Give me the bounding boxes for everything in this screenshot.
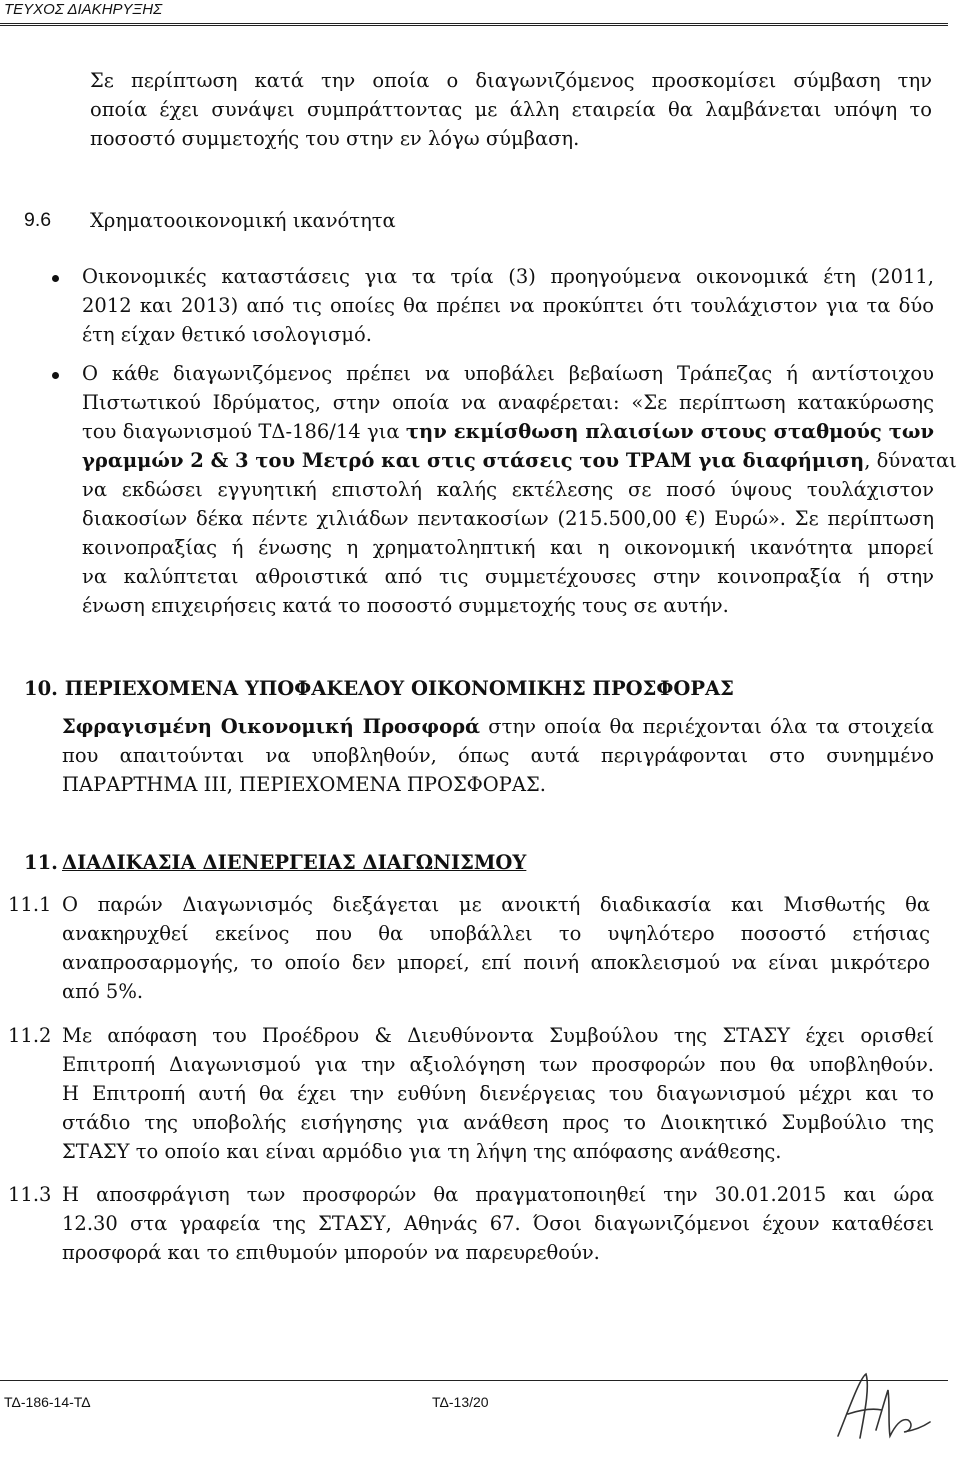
section-title-9-6: Χρηματοοικονομική ικανότητα	[90, 209, 396, 232]
intro-line: ποσοστό συμμετοχής του στην εν λόγω σύμβαση.	[90, 127, 580, 150]
bullet-line: 2012 και 2013) από τις οποίες θα πρέπει να προκύπτει ότι τουλάχιστον για τα δύο	[82, 294, 934, 317]
paragraph-number-11-2: 11.2	[8, 1024, 52, 1047]
bullet-line: να καλύπτεται αθροιστικά από τις συμμετέχουσες στην κοινοπραξία ή στην	[82, 565, 934, 588]
paragraph-line: από 5%.	[62, 980, 144, 1003]
intro-paragraph	[90, 66, 932, 153]
bullet-paragraph-bank-certificate	[82, 359, 957, 620]
bullet-line	[82, 446, 957, 475]
paragraph-11-3	[62, 1180, 934, 1267]
paragraph-line: Ο παρών Διαγωνισμός διεξάγεται με ανοικτή διαδικασία και Μισθωτής θα	[62, 893, 930, 916]
handwritten-signature	[830, 1366, 940, 1446]
section-10-paragraph	[62, 712, 934, 799]
bullet-line: διακοσίων δέκα πέντε χιλιάδων πεντακοσίων (215.500,00 €) Ευρώ». Σε περίπτωση	[82, 507, 934, 530]
bullet-line: έτη είχαν θετικό ισολογισμό.	[82, 323, 372, 346]
paragraph-line: προσφορά και το επιθυμούν μπορούν να παρευρεθούν.	[62, 1241, 600, 1264]
footer-document-code: ΤΔ-186-14-ΤΔ	[4, 1394, 91, 1410]
paragraph-number-11-3: 11.3	[8, 1183, 52, 1206]
section-10-line	[62, 712, 934, 741]
bullet-text-bold: γραμμών 2 & 3 του Μετρό και στις στάσεις του ΤΡΑΜ για διαφήμιση	[82, 449, 865, 472]
bullet-text-bold: την εκμίσθωση πλαισίων στους σταθμούς των	[405, 420, 934, 443]
bullet-line: Πιστωτικού Ιδρύματος, στην οποία να αναφέρεται: «Σε περίπτωση κατακύρωσης	[82, 391, 934, 414]
section-10-text: στην οποία θα περιέχονται όλα τα στοιχεία	[480, 715, 934, 738]
paragraph-line: 12.30 στα γραφεία της ΣΤΑΣΥ, Αθηνάς 67. Όσοι διαγωνιζόμενοι έχουν καταθέσει	[62, 1212, 934, 1235]
section-10-line: που απαιτούνται να υποβληθούν, όπως αυτά περιγράφονται στο συνημμένο	[62, 744, 934, 767]
section-10-line: ΠΑΡΑΡΤΗΜΑ ΙΙΙ, ΠΕΡΙΕΧΟΜΕΝΑ ΠΡΟΣΦΟΡΑΣ.	[62, 773, 546, 796]
paragraph-line: ανακηρυχθεί εκείνος που θα υποβάλλει το υψηλότερο ποσοστό ετήσιας	[62, 922, 930, 945]
paragraph-line: αναπροσαρμογής, το οποίο δεν μπορεί, επί ποινή αποκλεισμού να είναι μικρότερο	[62, 951, 930, 974]
paragraph-line: Η αποσφράγιση των προσφορών θα πραγματοποιηθεί την 30.01.2015 και ώρα	[62, 1183, 934, 1206]
bullet-text: του διαγωνισμού ΤΔ-186/14 για	[82, 420, 406, 443]
bullet-line: κοινοπραξίας ή ένωσης η χρηματοληπτική και η οικονομική ικανότητα μπορεί	[82, 536, 934, 559]
paragraph-11-2	[62, 1021, 934, 1166]
paragraph-line: Η Επιτροπή αυτή θα έχει την ευθύνη διενέργειας του διαγωνισμού μέχρι και το	[62, 1082, 934, 1105]
section-heading-10: 10. ΠΕΡΙΕΧΟΜΕΝΑ ΥΠΟΦΑΚΕΛΟΥ ΟΙΚΟΝΟΜΙΚΗΣ ΠΡΟΣΦΟΡΑΣ	[24, 677, 734, 700]
section-heading-11: ΔΙΑΔΙΚΑΣΙΑ ΔΙΕΝΕΡΓΕΙΑΣ ΔΙΑΓΩΝΙΣΜΟΥ	[62, 851, 527, 874]
paragraph-number-11-1: 11.1	[8, 893, 52, 916]
paragraph-line: Με απόφαση του Προέδρου & Διευθύνοντα Συμβούλου της ΣΤΑΣΥ έχει ορισθεί	[62, 1024, 934, 1047]
intro-line: οποία έχει συνάψει συμπράττοντας με άλλη εταιρεία θα λαμβάνεται υπόψη το	[90, 98, 932, 121]
section-number-9-6: 9.6	[24, 209, 52, 231]
bullet-icon	[52, 372, 59, 379]
header-divider	[0, 23, 948, 26]
paragraph-line: Επιτροπή Διαγωνισμού για την αξιολόγηση των προσφορών που θα υποβληθούν.	[62, 1053, 934, 1076]
footer-divider	[0, 1380, 948, 1381]
intro-line: Σε περίπτωση κατά την οποία ο διαγωνιζόμενος προσκομίσει σύμβαση την	[90, 69, 932, 92]
bullet-icon	[52, 275, 59, 282]
sealed-offer-label: Σφραγισμένη Οικονομική Προσφορά	[62, 715, 481, 738]
bullet-line: Οικονομικές καταστάσεις για τα τρία (3) προηγούμενα οικονομικά έτη (2011,	[82, 265, 934, 288]
document-header-title: ΤΕΥΧΟΣ ΔΙΑΚΗΡΥΞΗΣ	[4, 1, 163, 18]
bullet-line: Ο κάθε διαγωνιζόμενος πρέπει να υποβάλει βεβαίωση Τράπεζας ή αντίστοιχου	[82, 362, 934, 385]
bullet-paragraph-financial-statements	[82, 262, 934, 349]
paragraph-line: στάδιο της υποβολής εισήγησης για ανάθεση προς το Διοικητικό Συμβούλιο της	[62, 1111, 934, 1134]
bullet-text: , δύναται	[864, 449, 957, 472]
bullet-line	[82, 417, 934, 446]
footer-page-number: ΤΔ-13/20	[432, 1394, 489, 1410]
paragraph-11-1	[62, 890, 930, 1006]
section-number-11: 11.	[24, 851, 58, 874]
bullet-line: ένωση επιχειρήσεις κατά το ποσοστό συμμετοχής τους σε αυτήν.	[82, 594, 729, 617]
paragraph-line: ΣΤΑΣΥ το οποίο και είναι αρμόδιο για τη λήψη της απόφασης ανάθεσης.	[62, 1140, 782, 1163]
bullet-line: να εκδώσει εγγυητική επιστολή καλής εκτέλεσης σε ποσό ύψους τουλάχιστον	[82, 478, 934, 501]
